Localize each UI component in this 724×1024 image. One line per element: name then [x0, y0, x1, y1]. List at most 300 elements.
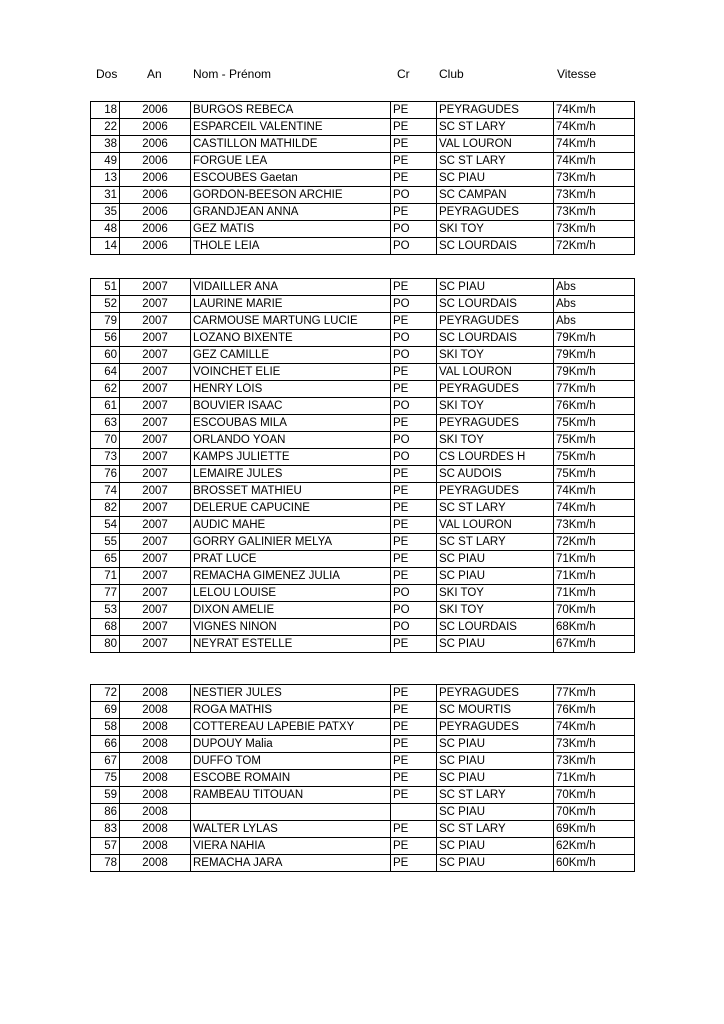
category-cell: PE: [391, 551, 437, 568]
category-cell: PE: [391, 770, 437, 787]
year-cell: 2006: [120, 102, 191, 119]
table-row: [91, 534, 635, 551]
table-row: [91, 551, 635, 568]
speed-cell: 76Km/h: [554, 398, 635, 415]
table-row: [91, 398, 635, 415]
speed-cell: 71Km/h: [554, 770, 635, 787]
name-cell: FORGUE LEA: [191, 153, 391, 170]
name-cell: GEZ CAMILLE: [191, 347, 391, 364]
speed-cell: 79Km/h: [554, 330, 635, 347]
header-dos: Dos: [96, 67, 118, 81]
year-cell: 2008: [120, 702, 191, 719]
table-row: [91, 719, 635, 736]
header-an: An: [147, 67, 162, 81]
category-cell: PE: [391, 702, 437, 719]
table-row: [91, 330, 635, 347]
name-cell: COTTEREAU LAPEBIE PATXY: [191, 719, 391, 736]
club-cell: SC PIAU: [437, 736, 554, 753]
bib-number-cell: 61: [91, 398, 120, 415]
speed-cell: 75Km/h: [554, 415, 635, 432]
category-cell: PE: [391, 636, 437, 653]
table-row: [91, 449, 635, 466]
category-cell: PE: [391, 753, 437, 770]
bib-number-cell: 76: [91, 466, 120, 483]
category-cell: PO: [391, 602, 437, 619]
speed-cell: 73Km/h: [554, 221, 635, 238]
club-cell: SC PIAU: [437, 279, 554, 296]
category-cell: PO: [391, 585, 437, 602]
bib-number-cell: 64: [91, 364, 120, 381]
year-cell: 2006: [120, 136, 191, 153]
name-cell: GEZ MATIS: [191, 221, 391, 238]
club-cell: VAL LOURON: [437, 364, 554, 381]
bib-number-cell: 86: [91, 804, 120, 821]
category-cell: PE: [391, 279, 437, 296]
speed-cell: 73Km/h: [554, 517, 635, 534]
club-cell: SC ST LARY: [437, 787, 554, 804]
speed-cell: 73Km/h: [554, 736, 635, 753]
name-cell: AUDIC MAHE: [191, 517, 391, 534]
name-cell: BROSSET MATHIEU: [191, 483, 391, 500]
category-cell: PO: [391, 432, 437, 449]
year-cell: 2007: [120, 534, 191, 551]
table-row: [91, 753, 635, 770]
name-cell: BURGOS REBECA: [191, 102, 391, 119]
bib-number-cell: 82: [91, 500, 120, 517]
category-cell: PO: [391, 296, 437, 313]
table-row: [91, 736, 635, 753]
table-row: [91, 702, 635, 719]
speed-cell: 75Km/h: [554, 432, 635, 449]
table-row: [91, 381, 635, 398]
year-cell: 2007: [120, 483, 191, 500]
club-cell: PEYRAGUDES: [437, 313, 554, 330]
year-cell: 2006: [120, 119, 191, 136]
name-cell: WALTER LYLAS: [191, 821, 391, 838]
name-cell: DUFFO TOM: [191, 753, 391, 770]
name-cell: ESPARCEIL VALENTINE: [191, 119, 391, 136]
category-cell: PO: [391, 347, 437, 364]
header-club: Club: [439, 67, 464, 81]
category-cell: PE: [391, 838, 437, 855]
bib-number-cell: 83: [91, 821, 120, 838]
table-row: [91, 187, 635, 204]
year-cell: 2007: [120, 279, 191, 296]
club-cell: SKI TOY: [437, 602, 554, 619]
table-row: [91, 770, 635, 787]
category-cell: PE: [391, 719, 437, 736]
year-cell: 2007: [120, 296, 191, 313]
year-cell: 2007: [120, 398, 191, 415]
speed-cell: 74Km/h: [554, 719, 635, 736]
name-cell: REMACHA GIMENEZ JULIA: [191, 568, 391, 585]
column-header-row: [0, 67, 724, 85]
bib-number-cell: 56: [91, 330, 120, 347]
club-cell: PEYRAGUDES: [437, 381, 554, 398]
club-cell: SC LOURDAIS: [437, 330, 554, 347]
bib-number-cell: 49: [91, 153, 120, 170]
table-row: [91, 568, 635, 585]
bib-number-cell: 67: [91, 753, 120, 770]
speed-cell: 74Km/h: [554, 119, 635, 136]
bib-number-cell: 74: [91, 483, 120, 500]
year-cell: 2007: [120, 449, 191, 466]
results-table-2007: [90, 278, 635, 653]
name-cell: [191, 804, 391, 821]
table-row: [91, 466, 635, 483]
category-cell: PE: [391, 500, 437, 517]
speed-cell: 69Km/h: [554, 821, 635, 838]
table-row: [91, 204, 635, 221]
bib-number-cell: 72: [91, 685, 120, 702]
bib-number-cell: 62: [91, 381, 120, 398]
year-cell: 2007: [120, 517, 191, 534]
year-cell: 2008: [120, 821, 191, 838]
year-cell: 2006: [120, 170, 191, 187]
bib-number-cell: 79: [91, 313, 120, 330]
category-cell: PO: [391, 238, 437, 255]
table-row: [91, 483, 635, 500]
table-row: [91, 787, 635, 804]
speed-cell: 73Km/h: [554, 204, 635, 221]
club-cell: VAL LOURON: [437, 517, 554, 534]
category-cell: PE: [391, 483, 437, 500]
name-cell: LELOU LOUISE: [191, 585, 391, 602]
category-cell: PE: [391, 102, 437, 119]
bib-number-cell: 55: [91, 534, 120, 551]
speed-cell: 74Km/h: [554, 500, 635, 517]
year-cell: 2008: [120, 753, 191, 770]
table-row: [91, 313, 635, 330]
club-cell: SC ST LARY: [437, 500, 554, 517]
club-cell: SC PIAU: [437, 855, 554, 872]
table-row: [91, 364, 635, 381]
club-cell: SC PIAU: [437, 636, 554, 653]
year-cell: 2007: [120, 500, 191, 517]
speed-cell: 70Km/h: [554, 804, 635, 821]
bib-number-cell: 65: [91, 551, 120, 568]
table-row: [91, 415, 635, 432]
header-vitesse: Vitesse: [557, 67, 597, 81]
year-cell: 2007: [120, 602, 191, 619]
speed-cell: 73Km/h: [554, 170, 635, 187]
club-cell: SC PIAU: [437, 753, 554, 770]
club-cell: SC LOURDAIS: [437, 619, 554, 636]
name-cell: LOZANO BIXENTE: [191, 330, 391, 347]
speed-cell: 73Km/h: [554, 187, 635, 204]
name-cell: DIXON AMELIE: [191, 602, 391, 619]
bib-number-cell: 69: [91, 702, 120, 719]
table-row: [91, 238, 635, 255]
speed-cell: 74Km/h: [554, 483, 635, 500]
club-cell: SC LOURDAIS: [437, 296, 554, 313]
name-cell: GORDON-BEESON ARCHIE: [191, 187, 391, 204]
category-cell: PE: [391, 855, 437, 872]
name-cell: GORRY GALINIER MELYA: [191, 534, 391, 551]
results-table-2008: [90, 684, 635, 872]
bib-number-cell: 80: [91, 636, 120, 653]
club-cell: SKI TOY: [437, 585, 554, 602]
club-cell: PEYRAGUDES: [437, 415, 554, 432]
speed-cell: 79Km/h: [554, 347, 635, 364]
club-cell: SKI TOY: [437, 221, 554, 238]
club-cell: SC PIAU: [437, 770, 554, 787]
category-cell: PO: [391, 398, 437, 415]
header-nom-prenom: Nom - Prénom: [193, 67, 272, 81]
name-cell: THOLE LEIA: [191, 238, 391, 255]
bib-number-cell: 75: [91, 770, 120, 787]
club-cell: SC PIAU: [437, 804, 554, 821]
speed-cell: 74Km/h: [554, 136, 635, 153]
table-row: [91, 347, 635, 364]
year-cell: 2006: [120, 187, 191, 204]
name-cell: ESCOBE ROMAIN: [191, 770, 391, 787]
club-cell: PEYRAGUDES: [437, 102, 554, 119]
year-cell: 2008: [120, 838, 191, 855]
category-cell: PE: [391, 415, 437, 432]
year-cell: 2008: [120, 736, 191, 753]
club-cell: PEYRAGUDES: [437, 204, 554, 221]
name-cell: DUPOUY Malia: [191, 736, 391, 753]
speed-cell: 70Km/h: [554, 602, 635, 619]
year-cell: 2008: [120, 770, 191, 787]
bib-number-cell: 51: [91, 279, 120, 296]
name-cell: DELERUE CAPUCINE: [191, 500, 391, 517]
club-cell: VAL LOURON: [437, 136, 554, 153]
name-cell: RAMBEAU TITOUAN: [191, 787, 391, 804]
table-row: [91, 432, 635, 449]
club-cell: SC MOURTIS: [437, 702, 554, 719]
year-cell: 2007: [120, 636, 191, 653]
bib-number-cell: 35: [91, 204, 120, 221]
club-cell: SC PIAU: [437, 568, 554, 585]
table-row: [91, 153, 635, 170]
year-cell: 2007: [120, 364, 191, 381]
table-row: [91, 102, 635, 119]
table-row: [91, 136, 635, 153]
speed-cell: 70Km/h: [554, 787, 635, 804]
table-row: [91, 585, 635, 602]
name-cell: ESCOUBAS MILA: [191, 415, 391, 432]
name-cell: REMACHA JARA: [191, 855, 391, 872]
table-row: [91, 517, 635, 534]
name-cell: VIDAILLER ANA: [191, 279, 391, 296]
club-cell: SKI TOY: [437, 432, 554, 449]
category-cell: PE: [391, 787, 437, 804]
club-cell: SC PIAU: [437, 838, 554, 855]
speed-cell: 77Km/h: [554, 685, 635, 702]
bib-number-cell: 63: [91, 415, 120, 432]
speed-cell: 79Km/h: [554, 364, 635, 381]
name-cell: BOUVIER ISAAC: [191, 398, 391, 415]
bib-number-cell: 18: [91, 102, 120, 119]
bib-number-cell: 58: [91, 719, 120, 736]
speed-cell: Abs: [554, 296, 635, 313]
speed-cell: 62Km/h: [554, 838, 635, 855]
year-cell: 2007: [120, 466, 191, 483]
category-cell: PE: [391, 568, 437, 585]
year-cell: 2007: [120, 432, 191, 449]
table-row: [91, 279, 635, 296]
club-cell: SC ST LARY: [437, 821, 554, 838]
year-cell: 2006: [120, 221, 191, 238]
year-cell: 2007: [120, 551, 191, 568]
year-cell: 2007: [120, 585, 191, 602]
table-row: [91, 170, 635, 187]
table-row: [91, 296, 635, 313]
bib-number-cell: 38: [91, 136, 120, 153]
category-cell: PE: [391, 381, 437, 398]
table-row: [91, 821, 635, 838]
speed-cell: Abs: [554, 279, 635, 296]
year-cell: 2007: [120, 330, 191, 347]
bib-number-cell: 48: [91, 221, 120, 238]
name-cell: NESTIER JULES: [191, 685, 391, 702]
name-cell: GRANDJEAN ANNA: [191, 204, 391, 221]
bib-number-cell: 78: [91, 855, 120, 872]
speed-cell: 75Km/h: [554, 466, 635, 483]
speed-cell: 72Km/h: [554, 534, 635, 551]
speed-cell: 74Km/h: [554, 102, 635, 119]
club-cell: SC CAMPAN: [437, 187, 554, 204]
club-cell: SKI TOY: [437, 398, 554, 415]
category-cell: PE: [391, 534, 437, 551]
category-cell: PO: [391, 187, 437, 204]
speed-cell: 67Km/h: [554, 636, 635, 653]
results-table-2006: [90, 101, 635, 255]
bib-number-cell: 68: [91, 619, 120, 636]
year-cell: 2007: [120, 415, 191, 432]
club-cell: SC ST LARY: [437, 534, 554, 551]
bib-number-cell: 22: [91, 119, 120, 136]
name-cell: CARMOUSE MARTUNG LUCIE: [191, 313, 391, 330]
name-cell: LEMAIRE JULES: [191, 466, 391, 483]
year-cell: 2008: [120, 804, 191, 821]
bib-number-cell: 60: [91, 347, 120, 364]
speed-cell: 71Km/h: [554, 568, 635, 585]
bib-number-cell: 73: [91, 449, 120, 466]
table-row: [91, 804, 635, 821]
speed-cell: 76Km/h: [554, 702, 635, 719]
bib-number-cell: 66: [91, 736, 120, 753]
name-cell: NEYRAT ESTELLE: [191, 636, 391, 653]
bib-number-cell: 59: [91, 787, 120, 804]
category-cell: PO: [391, 221, 437, 238]
table-row: [91, 500, 635, 517]
club-cell: SC PIAU: [437, 170, 554, 187]
bib-number-cell: 54: [91, 517, 120, 534]
category-cell: PE: [391, 204, 437, 221]
name-cell: VOINCHET ELIE: [191, 364, 391, 381]
club-cell: CS LOURDES H: [437, 449, 554, 466]
name-cell: ORLANDO YOAN: [191, 432, 391, 449]
name-cell: CASTILLON MATHILDE: [191, 136, 391, 153]
year-cell: 2007: [120, 619, 191, 636]
bib-number-cell: 77: [91, 585, 120, 602]
speed-cell: 71Km/h: [554, 585, 635, 602]
speed-cell: 71Km/h: [554, 551, 635, 568]
bib-number-cell: 14: [91, 238, 120, 255]
bib-number-cell: 31: [91, 187, 120, 204]
speed-cell: 68Km/h: [554, 619, 635, 636]
name-cell: VIGNES NINON: [191, 619, 391, 636]
category-cell: PE: [391, 517, 437, 534]
category-cell: PE: [391, 685, 437, 702]
bib-number-cell: 13: [91, 170, 120, 187]
table-row: [91, 838, 635, 855]
name-cell: LAURINE MARIE: [191, 296, 391, 313]
table-row: [91, 855, 635, 872]
name-cell: VIERA NAHIA: [191, 838, 391, 855]
name-cell: ROGA MATHIS: [191, 702, 391, 719]
club-cell: PEYRAGUDES: [437, 483, 554, 500]
bib-number-cell: 71: [91, 568, 120, 585]
table-row: [91, 119, 635, 136]
table-row: [91, 685, 635, 702]
club-cell: SKI TOY: [437, 347, 554, 364]
category-cell: PE: [391, 364, 437, 381]
speed-cell: 73Km/h: [554, 753, 635, 770]
year-cell: 2008: [120, 719, 191, 736]
category-cell: PO: [391, 619, 437, 636]
bib-number-cell: 70: [91, 432, 120, 449]
year-cell: 2006: [120, 204, 191, 221]
club-cell: SC LOURDAIS: [437, 238, 554, 255]
name-cell: ESCOUBES Gaetan: [191, 170, 391, 187]
table-row: [91, 636, 635, 653]
name-cell: PRAT LUCE: [191, 551, 391, 568]
club-cell: PEYRAGUDES: [437, 685, 554, 702]
category-cell: [391, 804, 437, 821]
name-cell: HENRY LOIS: [191, 381, 391, 398]
name-cell: KAMPS JULIETTE: [191, 449, 391, 466]
category-cell: PO: [391, 449, 437, 466]
category-cell: PE: [391, 153, 437, 170]
category-cell: PE: [391, 136, 437, 153]
table-row: [91, 602, 635, 619]
year-cell: 2006: [120, 238, 191, 255]
year-cell: 2007: [120, 313, 191, 330]
table-row: [91, 619, 635, 636]
year-cell: 2008: [120, 787, 191, 804]
category-cell: PE: [391, 170, 437, 187]
category-cell: PE: [391, 466, 437, 483]
table-row: [91, 221, 635, 238]
year-cell: 2008: [120, 855, 191, 872]
year-cell: 2007: [120, 347, 191, 364]
year-cell: 2006: [120, 153, 191, 170]
year-cell: 2007: [120, 568, 191, 585]
speed-cell: Abs: [554, 313, 635, 330]
year-cell: 2007: [120, 381, 191, 398]
club-cell: SC ST LARY: [437, 153, 554, 170]
club-cell: SC AUDOIS: [437, 466, 554, 483]
year-cell: 2008: [120, 685, 191, 702]
club-cell: PEYRAGUDES: [437, 719, 554, 736]
bib-number-cell: 53: [91, 602, 120, 619]
category-cell: PE: [391, 119, 437, 136]
category-cell: PE: [391, 313, 437, 330]
speed-cell: 75Km/h: [554, 449, 635, 466]
club-cell: SC ST LARY: [437, 119, 554, 136]
speed-cell: 77Km/h: [554, 381, 635, 398]
bib-number-cell: 52: [91, 296, 120, 313]
bib-number-cell: 57: [91, 838, 120, 855]
speed-cell: 72Km/h: [554, 238, 635, 255]
header-cr: Cr: [397, 67, 410, 81]
club-cell: SC PIAU: [437, 551, 554, 568]
speed-cell: 74Km/h: [554, 153, 635, 170]
